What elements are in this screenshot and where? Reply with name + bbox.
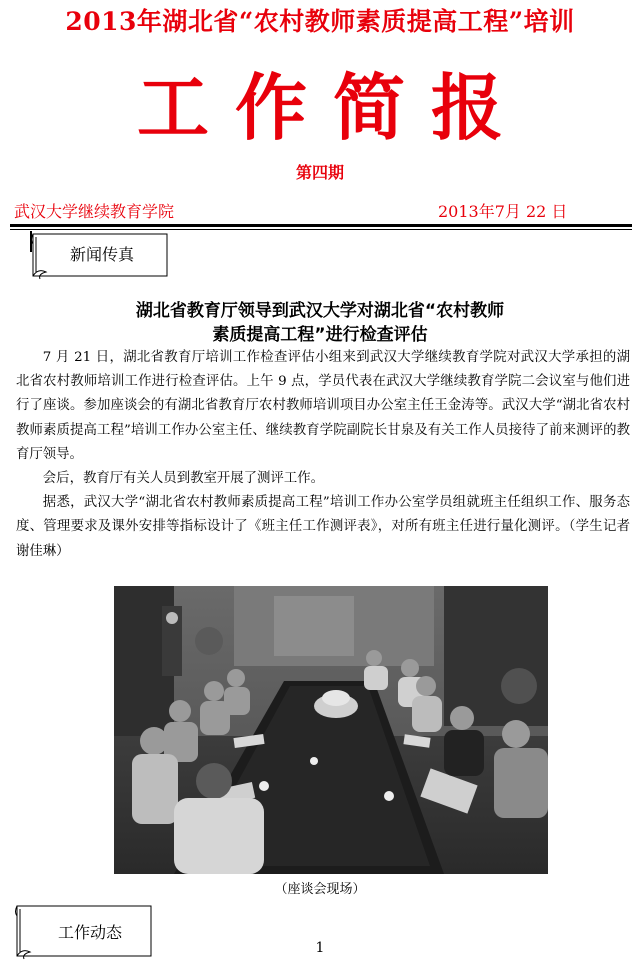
publish-date: 2013年7月 22 日 (438, 202, 568, 221)
masthead-divider-thin (10, 229, 632, 230)
page-number: 1 (315, 940, 325, 956)
photo-caption: （座谈会现场） (274, 882, 366, 897)
section-label-work: 工作动态 (58, 923, 123, 942)
article-headline-line1: 湖北省教育厅领导到武汉大学对湖北省“农村教师 (135, 301, 505, 321)
publisher: 武汉大学继续教育学院 (14, 202, 175, 221)
article-paragraph: 7 月 21 日，湖北省教育厅培训工作检查评估小组来到武汉大学继续教育学院对武汉大学承担的湖北省农村教师培训工作进行检查评估。上午 9 点，学员代表在武汉大学继续教育学院二会议室与他们进行了座谈。参加座谈会的有湖北省教育厅农村教师培训项目办公室主任王金涛等。武汉大学“湖北省农村教师素质提高工程”培训工作办公室主任、继续教育学院副院长甘泉及有关工作人员接待了前来测评的教育厅领导。 (16, 350, 630, 462)
section-tag-news (30, 232, 170, 280)
masthead-title-line: 2013年湖北省“农村教师素质提高工程”培训 (65, 7, 575, 36)
article-paragraph: 据悉，武汉大学“湖北省农村教师素质提高工程”培训工作办公室学员组就班主任组织工作、服务态度、管理要求及课外安排等指标设计了《班主任工作测评表》，对所有班主任进行量化测评。（学生记者 谢佳琳） (16, 495, 630, 559)
meeting-photo-image (114, 586, 548, 874)
main-title: 工作简报 (136, 65, 529, 150)
article-headline-line2: 素质提高工程”进行检查评估 (212, 325, 428, 345)
masthead-divider (10, 224, 632, 227)
article-paragraph: 会后，教育厅有关人员到教室开展了测评工作。 (42, 471, 324, 487)
section-label-news: 新闻传真 (70, 245, 135, 264)
article-body (16, 346, 630, 564)
issue-number: 第四期 (295, 163, 344, 182)
meeting-photo (114, 586, 548, 874)
